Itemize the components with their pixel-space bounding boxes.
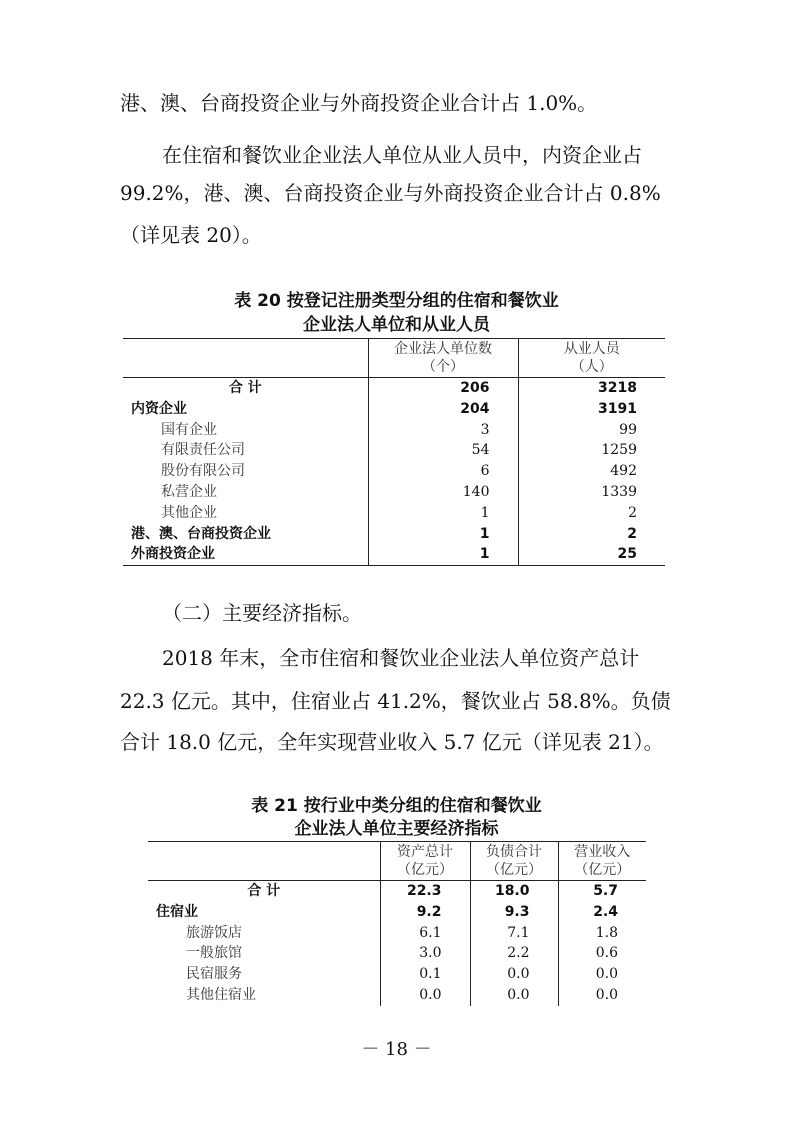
row-value: 1: [368, 503, 518, 524]
header-unit: （亿元）: [574, 862, 631, 878]
row-label: 合 计: [247, 883, 281, 899]
row-value: 1: [368, 544, 518, 565]
row-label: 其他企业: [161, 504, 217, 521]
row-label: 一般旅馆: [186, 945, 242, 962]
paragraph-line: （详见表 20）。: [120, 223, 262, 247]
table-header-blank: [123, 339, 368, 378]
header-text: 营业收入: [574, 844, 631, 860]
row-value: 9.3: [470, 902, 558, 923]
table-row: [148, 964, 646, 985]
table-header-cell: [518, 339, 665, 378]
table-row: [123, 482, 665, 503]
paragraph-line: 港、澳、台商投资企业与外商投资企业合计占 1.0%。: [120, 91, 598, 115]
paragraph-line: 2018 年末，全市住宿和餐饮业企业法人单位资产总计: [162, 646, 640, 670]
row-label: 外商投资企业: [123, 544, 368, 565]
row-value: 0.0: [470, 985, 558, 1006]
page-number: － 18 －: [361, 1039, 432, 1060]
row-value: 3: [368, 420, 518, 441]
row-value: 0.0: [558, 964, 646, 985]
paragraph-line: 合计 18.0 亿元，全年实现营业收入 5.7 亿元（详见表 21）。: [120, 730, 664, 754]
row-value: 25: [518, 544, 665, 565]
row-label: 股份有限公司: [161, 463, 245, 480]
row-label: 有限责任公司: [161, 442, 245, 459]
row-value: 9.2: [380, 902, 470, 923]
row-value: 0.0: [380, 985, 470, 1006]
row-value: 2.4: [558, 902, 646, 923]
row-value: 3191: [518, 399, 665, 420]
row-value: 206: [368, 378, 518, 399]
table-row: [123, 503, 665, 524]
row-value: 99: [518, 420, 665, 441]
row-value: 6.1: [380, 923, 470, 944]
table-20-subtitle: 企业法人单位和从业人员: [303, 315, 490, 335]
paragraph-line: 99.2%，港、澳、台商投资企业与外商投资企业合计占 0.8%: [120, 181, 661, 205]
row-value: 22.3: [380, 881, 470, 902]
row-label: 其他住宿业: [186, 986, 256, 1003]
row-value: 2: [518, 524, 665, 545]
row-label: 住宿业: [156, 903, 198, 920]
row-value: 1339: [518, 482, 665, 503]
row-value: 1259: [518, 440, 665, 461]
table-header-cell: [368, 339, 518, 378]
table-row: [123, 440, 665, 461]
header-text: 企业法人单位数: [394, 341, 492, 357]
table-row: [123, 399, 665, 420]
table-row: [148, 902, 646, 923]
row-value: 0.0: [470, 964, 558, 985]
row-label: 国有企业: [161, 421, 217, 438]
table-21-subtitle: 企业法人单位主要经济指标: [294, 819, 499, 839]
section-heading: （二）主要经济指标。: [162, 601, 362, 625]
row-label: 内资企业: [131, 400, 187, 417]
table-row: [148, 985, 646, 1006]
header-unit: （人）: [570, 359, 613, 375]
table-row: [148, 923, 646, 944]
row-value: 3218: [518, 378, 665, 399]
paragraph-line: 在住宿和餐饮业企业法人单位从业人员中，内资企业占: [162, 143, 642, 167]
table-header-cell: [380, 842, 470, 881]
table-20: [123, 338, 665, 566]
table-20-title: 表 20 按登记注册类型分组的住宿和餐饮业: [234, 291, 559, 311]
row-value: 18.0: [470, 881, 558, 902]
table-row: [123, 524, 665, 545]
row-value: 0.1: [380, 964, 470, 985]
row-value: 7.1: [470, 923, 558, 944]
row-value: 1.8: [558, 923, 646, 944]
row-value: 54: [368, 440, 518, 461]
row-value: 140: [368, 482, 518, 503]
table-header-blank: [148, 842, 380, 881]
row-value: 5.7: [558, 881, 646, 902]
table-21-title: 表 21 按行业中类分组的住宿和餐饮业: [251, 796, 542, 816]
table-row: [123, 544, 665, 565]
table-header-cell: [558, 842, 646, 881]
table-row: [123, 378, 665, 399]
row-label: 私营企业: [161, 483, 217, 500]
row-value: 6: [368, 461, 518, 482]
table-row: [148, 881, 646, 902]
table-row: [123, 420, 665, 441]
paragraph-line: 22.3 亿元。其中，住宿业占 41.2%，餐饮业占 58.8%。负债: [120, 689, 671, 713]
row-label: 合 计: [228, 380, 262, 396]
header-unit: （个）: [422, 359, 464, 375]
header-text: 负债合计: [486, 844, 542, 860]
table-header-row: [148, 842, 646, 881]
row-value: 0.6: [558, 943, 646, 964]
header-unit: （亿元）: [486, 862, 542, 878]
row-value: 204: [368, 399, 518, 420]
row-label: 民宿服务: [186, 966, 242, 983]
table-row: [148, 943, 646, 964]
table-row: [123, 461, 665, 482]
row-label: 旅游饭店: [186, 924, 242, 941]
table-header-cell: [470, 842, 558, 881]
header-unit: （亿元）: [397, 862, 453, 878]
row-value: 3.0: [380, 943, 470, 964]
table-header-row: [123, 339, 665, 378]
row-value: 1: [368, 524, 518, 545]
row-value: 0.0: [558, 985, 646, 1006]
row-value: 492: [518, 461, 665, 482]
row-label: 港、澳、台商投资企业: [131, 525, 271, 542]
row-value: 2.2: [470, 943, 558, 964]
row-value: 2: [518, 503, 665, 524]
table-21: [148, 841, 646, 1006]
header-text: 资产总计: [397, 844, 453, 860]
header-text: 从业人员: [563, 341, 620, 357]
